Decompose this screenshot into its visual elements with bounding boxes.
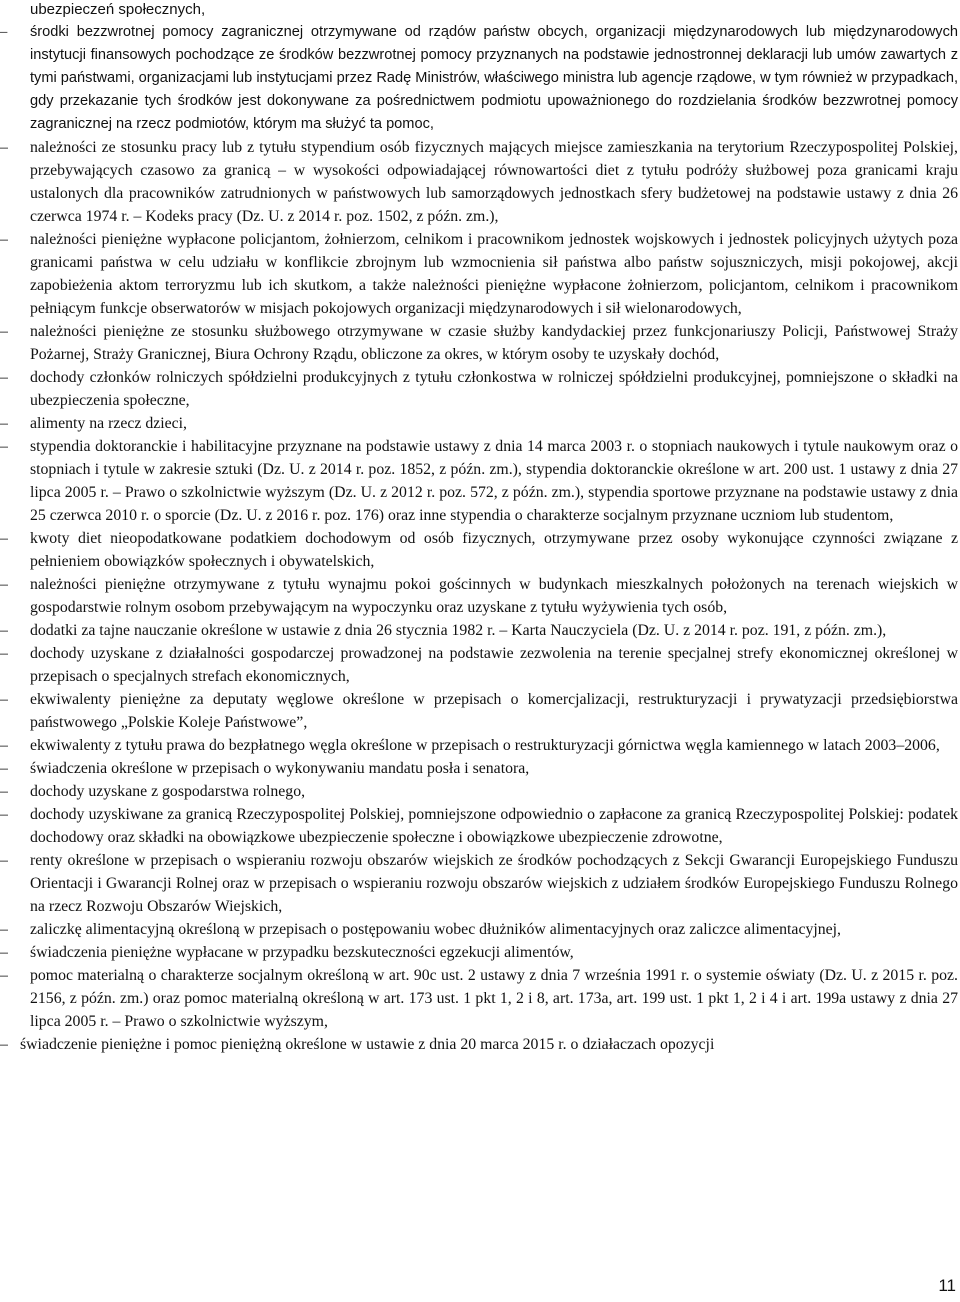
list-dash: – [0, 576, 8, 593]
list-item-text: należności ze stosunku pracy lub z tytułu stypendium osób fizycznych mających miejsce zamieszkania na terytorium Rzeczypospolitej Polskiej, przebywających czasowo za granicą – w wysokości odpowiadającej równowartości diet z tytułu podróży służbowej poza granicami kraju ustalonych dla pracowników zatrudnionych w państwowych lub samorządowych jednostkach sfery budżetowej na podstawie ustawy z dnia 26 czerwca 1974 r. – Kodeks pracy (Dz. U. z 2014 r. poz. 1502, z późn. zm.), [30, 139, 958, 225]
list-item-text: należności pieniężne wypłacone policjantom, żołnierzom, celnikom i pracownikom jednostek wojskowych i jednostek policyjnych użytych poza granicami państwa w celu udziału w konflikcie zbrojnym lub wzmocnienia sił państwa albo państw sojuszniczych, misji pokojowej, akcji zapobieżenia aktom terroryzmu lub ich skutkom, a także należności pieniężne wypłacone żołnierzom, policjantom, celnikom i pracownikom pełniącym funkcje obserwatorów w misjach pokojowych organizacji międzynarodowych i sił wielonarodowych, [30, 231, 958, 317]
list-item [0, 228, 958, 320]
list-dash: – [0, 415, 8, 432]
list-dash: – [0, 852, 8, 869]
list-item [0, 366, 958, 412]
list-item [0, 136, 958, 228]
list-dash: – [0, 783, 8, 800]
list-item [0, 527, 958, 573]
list-dash: – [0, 369, 8, 386]
list-dash: – [0, 737, 8, 754]
list-item [0, 642, 958, 688]
list-item-text: pomoc materialną o charakterze socjalnym określoną w art. 90c ust. 2 ustawy z dnia 7 września 1991 r. o systemie oświaty (Dz. U. z 2015 r. poz. 2156, z późn. zm.) oraz pomoc materialną określoną w art. 173 ust. 1 pkt 1, 2 i 8, art. 173a, art. 199 ust. 1 pkt 1, 2 i 4 i art. 199a ustawy z dnia 27 lipca 2005 r. – Prawo o szkolnictwie wyższym, [30, 967, 958, 1030]
list-item-text: ekwiwalenty pieniężne za deputaty węglowe określone w przepisach o komercjalizacji, restrukturyzacji i prywatyzacji przedsiębiorstwa państwowego „Polskie Koleje Państwowe”, [30, 691, 958, 731]
list-item [0, 619, 958, 642]
list-dash: – [0, 1036, 8, 1053]
list-item-text: dochody uzyskane z gospodarstwa rolnego, [30, 783, 306, 800]
list-item [0, 573, 958, 619]
list-item-text: dodatki za tajne nauczanie określone w ustawie z dnia 26 stycznia 1982 r. – Karta Nauczyciela (Dz. U. z 2014 r. poz. 191, z późn. zm.), [30, 622, 887, 639]
list-dash: – [0, 944, 8, 961]
list-dash: – [0, 438, 8, 455]
list-dash: – [0, 921, 8, 938]
list-item-text: dochody uzyskiwane za granicą Rzeczypospolitej Polskiej, pomniejszone odpowiednio o zapłacone za granicą Rzeczypospolitej Polskiej: podatek dochodowy oraz składki na obowiązkowe ubezpieczenie społeczne i obowiązkowe ubezpieczenie zdrowotne, [30, 806, 958, 846]
list-item [0, 435, 958, 527]
list-dash: – [0, 530, 8, 547]
list-dash: – [0, 967, 8, 984]
list-dash: – [0, 139, 8, 156]
list-item [0, 803, 958, 849]
list-dash: – [0, 231, 8, 248]
list-item [0, 918, 958, 941]
list-dash: – [0, 760, 8, 777]
list-item [0, 320, 958, 366]
list-item-text: stypendia doktoranckie i habilitacyjne przyznane na podstawie ustawy z dnia 14 marca 2003 r. o stopniach naukowych i tytule naukowym oraz o stopniach i tytule w zakresie sztuki (Dz. U. z 2014 r. poz. 1852, z późn. zm.), stypendia doktoranckie określone w art. 200 ust. 1 ustawy z dnia 27 lipca 2005 r. – Prawo o szkolnictwie wyższym (Dz. U. z 2012 r. poz. 572, z późn. zm.), stypendia sportowe przyznane na podstawie ustawy z dnia 25 czerwca 2010 r. o sporcie (Dz. U. z 2016 r. poz. 176) oraz inne stypendia o charakterze socjalnym przyznane uczniom lub studentom, [30, 438, 958, 524]
list-item-text: dochody uzyskane z działalności gospodarczej prowadzonej na podstawie zezwolenia na terenie specjalnej strefy ekonomicznej określonej w przepisach o specjalnych strefach ekonomicznych, [30, 645, 958, 685]
list-item-text: ekwiwalenty z tytułu prawa do bezpłatnego węgla określone w przepisach o restrukturyzacji górnictwa węgla kamiennego w latach 2003–2006, [30, 737, 940, 754]
list-item [0, 964, 958, 1033]
list-item [0, 21, 958, 136]
list-item [0, 688, 958, 734]
list-item-text: renty określone w przepisach o wspieraniu rozwoju obszarów wiejskich ze środków pochodzących z Sekcji Gwarancji Europejskiego Funduszu Orientacji i Gwarancji Rolnej oraz w przepisach o wspieraniu rozwoju obszarów wiejskich z udziałem środków Europejskiego Funduszu Rolnego na rzecz Rozwoju Obszarów Wiejskich, [30, 852, 958, 915]
list-item-text: środki bezzwrotnej pomocy zagranicznej otrzymywane od rządów państw obcych, organizacji międzynarodowych lub międzynarodowych instytucji finansowych pochodzące ze środków bezzwrotnej pomocy przyznanych na podstawie jednostronnej deklaracji lub umów zawartych z tymi państwami, organizacjami lub instytucjami przez Radę Ministrów, właściwego ministra lub agencje rządowe, w tym również w przypadkach, gdy przekazanie tych środków jest dokonywane za pośrednictwem podmiotu upoważnionego do rozdzielania środków bezzwrotnej pomocy zagranicznej na rzecz podmiotów, którym ma służyć ta pomoc, [30, 24, 958, 132]
continuation-line: ubezpieczeń społecznych, [30, 1, 206, 18]
page-number: 11 [938, 1276, 956, 1295]
list-dash: – [0, 691, 8, 708]
list-dash: – [0, 24, 8, 40]
list-item-text: kwoty diet nieopodatkowane podatkiem dochodowym od osób fizycznych, otrzymywane przez osoby wykonujące czynności związane z pełnieniem obowiązków społecznych i obywatelskich, [30, 530, 958, 570]
income-items-list [0, 21, 958, 1056]
list-dash: – [0, 622, 8, 639]
list-item-text: świadczenia pieniężne wypłacane w przypadku bezskuteczności egzekucji alimentów, [30, 944, 574, 961]
list-item-text: alimenty na rzecz dzieci, [30, 415, 187, 432]
list-item [0, 412, 958, 435]
list-item-text: dochody członków rolniczych spółdzielni produkcyjnych z tytułu członkostwa w rolniczej spółdzielni produkcyjnej, pomniejszone o składki na ubezpieczenia społeczne, [30, 369, 958, 409]
list-item [0, 734, 958, 757]
list-item-text: świadczenie pieniężne i pomoc pieniężną określone w ustawie z dnia 20 marca 2015 r. o działaczach opozycji [20, 1036, 715, 1053]
list-item [0, 780, 958, 803]
list-item-text: należności pieniężne ze stosunku służbowego otrzymywane w czasie służby kandydackiej przez funkcjonariuszy Policji, Państwowej Straży Pożarnej, Straży Granicznej, Biura Ochrony Rządu, obliczone za okres, w którym osoby te uzyskały dochód, [30, 323, 958, 363]
list-item-text: zaliczkę alimentacyjną określoną w przepisach o postępowaniu wobec dłużników alimentacyjnych oraz zaliczce alimentacyjnej, [30, 921, 841, 938]
list-dash: – [0, 806, 8, 823]
list-item [0, 941, 958, 964]
list-dash: – [0, 323, 8, 340]
list-item [0, 757, 958, 780]
list-item-text: świadczenia określone w przepisach o wykonywaniu mandatu posła i senatora, [30, 760, 530, 777]
list-item [0, 1033, 958, 1056]
list-dash: – [0, 645, 8, 662]
list-item [0, 849, 958, 918]
list-item-text: należności pieniężne otrzymywane z tytułu wynajmu pokoi gościnnych w budynkach mieszkalnych położonych na terenach wiejskich w gospodarstwie rolnym osobom przebywającym na wypoczynku oraz uzyskane z tytułu wyżywienia tych osób, [30, 576, 958, 616]
